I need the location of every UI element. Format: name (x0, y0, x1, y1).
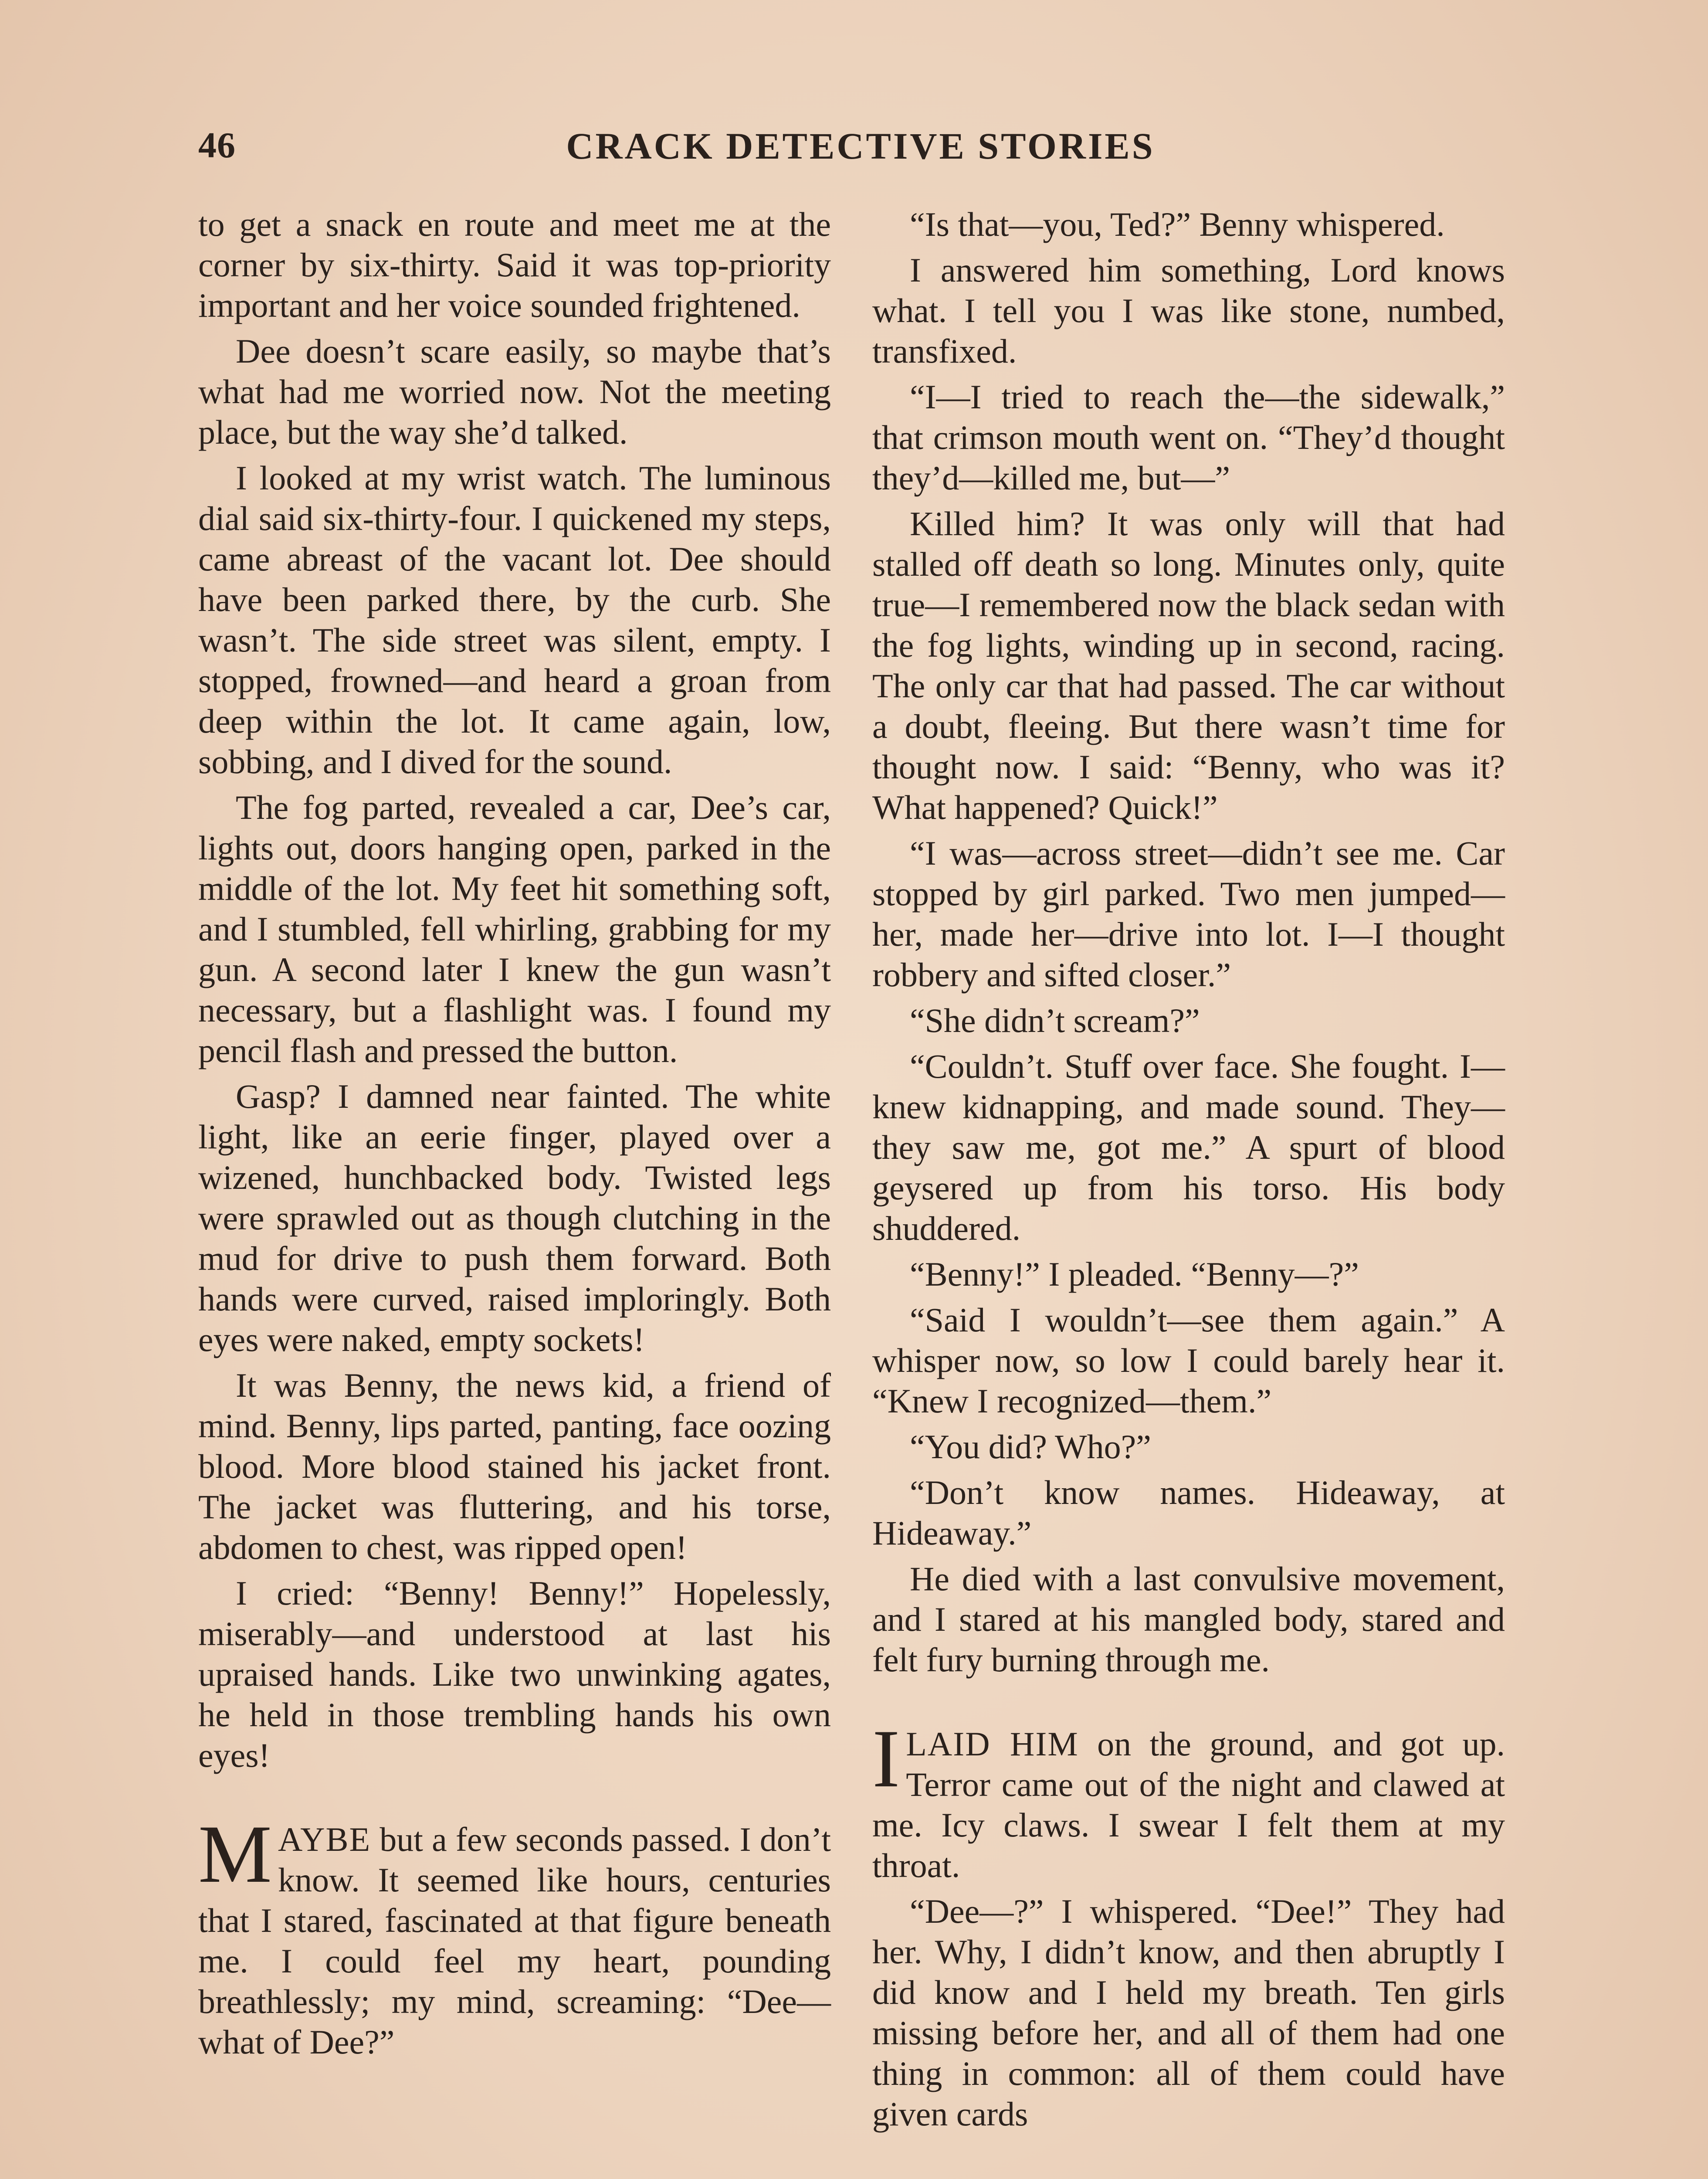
paragraph: “Don’t know names. Hideaway, at Hideaway.” (872, 1473, 1505, 1552)
paragraph: “Couldn’t. Stuff over face. She fought. I—knew kidnapping, and made sound. They—they saw me, got me.” A spurt of blood geysered up from his torso. His body shuddered. (872, 1047, 1505, 1247)
paragraph: Gasp? I damned near fainted. The white light, like an eerie finger, played over a wizened, hunchbacked body. Twisted legs were sprawled out as though clutching in the mud for drive to push them forward. Both hands were curved, raised imploringly. Both eyes were naked, empty sockets! (198, 1077, 831, 1358)
drop-cap: M (198, 1809, 272, 1900)
paragraph: I answered him something, Lord knows what. I tell you I was like stone, numbed, transfixed. (872, 251, 1505, 370)
paragraph: to get a snack en route and meet me at the corner by six-thirty. Said it was top-priority important and her voice sounded frightened. (198, 205, 831, 324)
paragraph: “I—I tried to reach the—the sidewalk,” that crimson mouth went on. “They’d thought they’d—killed me, but—” (872, 378, 1505, 497)
section-start-paragraph (872, 1713, 1505, 1886)
paragraph-text: but a few seconds passed. I don’t know. It seemed like hours, centuries that I stared, fascinated at that figure beneath me. I could feel my heart, pounding breathlessly; my mind, screaming: “Dee—what of Dee?” (198, 1820, 831, 2061)
lead-in: LAID HIM (906, 1725, 1079, 1763)
paragraph: “You did? Who?” (910, 1428, 1151, 1466)
page-header (198, 124, 1523, 172)
paragraph: “I was—across street—didn’t see me. Car stopped by girl parked. Two men jumped—her, made her—drive into lot. I—I thought robbery and sifted closer.” (872, 834, 1505, 994)
paragraph: I looked at my wrist watch. The luminous dial said six-thirty-four. I quickened my steps, came abreast of the vacant lot. Dee should have been parked there, by the curb. She wasn’t. The side street was silent, empty. I stopped, frowned—and heard a groan from deep within the lot. It came again, low, sobbing, and I dived for the sound. (198, 459, 831, 781)
paragraph: Killed him? It was only will that had stalled off death so long. Minutes only, quite true—I remembered now the black sedan with the fog lights, winding up in second, racing. The only car that had passed. The car without a doubt, fleeing. But there wasn’t time for thought now. I said: “Benny, who was it? What happened? Quick!” (872, 505, 1505, 826)
running-title: CRACK DETECTIVE STORIES (566, 125, 1155, 167)
paragraph: “Benny!” I pleaded. “Benny—?” (910, 1255, 1359, 1293)
paragraph-text: on the ground, and got up. Terror came out of the night and clawed at me. Icy claws. I swear I felt them at my throat. (872, 1725, 1505, 1884)
paragraph: “Dee—?” I whispered. “Dee!” They had her. Why, I didn’t know, and then abruptly I did know and I held my breath. Ten girls missing before her, and all of them had one thing in common: all of them could have given cards (872, 1892, 1505, 2133)
paragraph: I cried: “Benny! Benny!” Hopelessly, miserably—and understood at last his upraised hands. Like two unwinking agates, he held in those trembling hands his own eyes! (198, 1574, 831, 1774)
paragraph: “Is that—you, Ted?” Benny whispered. (910, 205, 1445, 243)
section-start-paragraph (198, 1809, 831, 2062)
paragraph: “Said I wouldn’t—see them again.” A whisper now, so low I could barely hear it. “Knew I recognized—them.” (872, 1301, 1505, 1420)
paragraph: “She didn’t scream?” (910, 1001, 1200, 1039)
paragraph: The fog parted, revealed a car, Dee’s car, lights out, doors hanging open, parked in the middle of the lot. My feet hit something soft, and I stumbled, fell whirling, grabbing for my gun. A second later I knew the gun wasn’t necessary, but a flashlight was. I found my pencil flash and pressed the button. (198, 788, 831, 1069)
right-column (872, 204, 1505, 2139)
paragraph: He died with a last convulsive movement, and I stared at his mangled body, stared and felt fury burning through me. (872, 1560, 1505, 1679)
page-number: 46 (198, 125, 236, 166)
paragraph: It was Benny, the news kid, a friend of mind. Benny, lips parted, panting, face oozing blood. More blood stained his jacket front. The jacket was fluttering, and his torse, abdomen to chest, was ripped open! (198, 1366, 831, 1566)
drop-cap: I (872, 1713, 900, 1805)
paragraph: Dee doesn’t scare easily, so maybe that’s what had me worried now. Not the meeting place, but the way she’d talked. (198, 332, 831, 451)
left-column (198, 204, 831, 2067)
lead-in: AYBE (278, 1820, 371, 1858)
